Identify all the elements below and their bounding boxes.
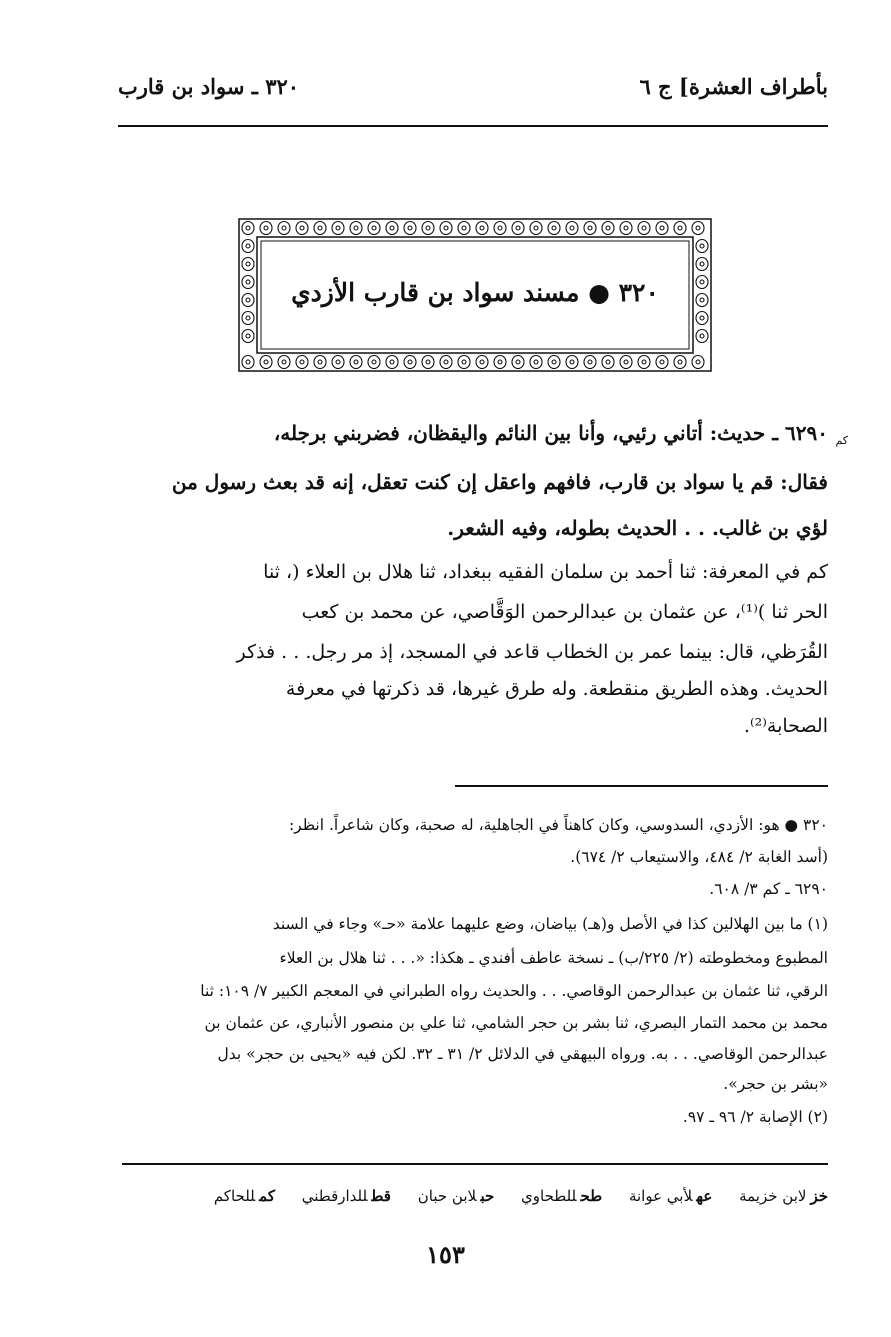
ornament-loop (566, 356, 578, 369)
ornament-dot (264, 226, 268, 230)
abbreviation-code: قط (371, 1187, 391, 1205)
ornament-dot (700, 244, 704, 248)
running-header (118, 72, 828, 112)
footnote-line-5: المطبوع ومخطوطته (٢/ ٢٢٥/ب) ـ نسخة عاطف أفندي ـ هكذا: «. . . ثنا هلال بن العلاء (279, 949, 828, 967)
ornament-dot (282, 360, 286, 364)
ornament-loop (494, 222, 506, 235)
ornament-dot (606, 226, 610, 230)
abbreviation-name: للحاكم (213, 1187, 256, 1205)
hadith-line-1: ٦٢٩٠ ـ حديث: أتاني رئيي، وأنا بين النائم واليقظان، فضربني برجله، (273, 421, 828, 445)
ornament-dot (570, 360, 574, 364)
abbreviation-code: طح (580, 1187, 603, 1205)
ornament-dot (246, 360, 250, 364)
ornament-loop (422, 222, 434, 235)
footnote-line-9: «بشر بن حجر». (723, 1075, 828, 1093)
ornament-loop (494, 356, 506, 369)
ornament-dot (660, 226, 664, 230)
ornament-loop (512, 222, 524, 235)
abbreviation-key (192, 1187, 828, 1205)
ornament-dot (642, 360, 646, 364)
ornament-loop (458, 356, 470, 369)
ornament-dot (700, 316, 704, 320)
ornament-dot (516, 226, 520, 230)
abbreviation-code: خز (810, 1187, 828, 1205)
hadith-line-3: لؤي بن غالب. . . الحديث بطوله، وفيه الشعر. (447, 516, 828, 540)
ornament-dot (700, 334, 704, 338)
footnote-line-10: (٢) الإصابة ٢/ ٩٦ ـ ٩٧. (682, 1108, 828, 1126)
ornament-loop (674, 222, 686, 235)
ornament-dot (444, 226, 448, 230)
section-title: ٣٢٠ ● مسند سواد بن قارب الأزدي (291, 278, 659, 307)
body-line-1: كم في المعرفة: ثنا أحمد بن سلمان الفقيه ببغداد، ثنا هلال بن العلاء (، ثنا (263, 561, 828, 583)
page-number: ١٥٣ (426, 1240, 465, 1269)
ornament-dot (246, 262, 250, 266)
ornament-dot (336, 360, 340, 364)
body-line-5: الصحابة⁽²⁾. (743, 715, 828, 737)
ornament-dot (318, 360, 322, 364)
abbreviation-item (629, 1187, 712, 1205)
ornament-loop (278, 222, 290, 235)
footnote-line-1: ٣٢٠ ● هو: الأزدي، السدوسي، وكان كاهناً في الجاهلية، له صحبة، وكان شاعراً. انظر: (288, 816, 828, 834)
ornament-dot (480, 360, 484, 364)
ornament-dot (696, 226, 700, 230)
footnote-line-2: (أسد الغابة ٢/ ٤٨٤، والاستيعاب ٢/ ٦٧٤). (570, 848, 828, 866)
ornament-loop (404, 356, 416, 369)
ornament-loop (696, 240, 708, 253)
ornament-loop (332, 222, 344, 235)
ornament-dot (534, 226, 538, 230)
ornament-dot (462, 226, 466, 230)
ornament-loop (530, 222, 542, 235)
ornament-dot (552, 226, 556, 230)
ornament-loop (620, 222, 632, 235)
ornament-dot (390, 226, 394, 230)
abbreviation-name: للدارقطني (301, 1187, 368, 1205)
ornament-loop (386, 222, 398, 235)
ornament-loop (512, 356, 524, 369)
hadith-superscript: كم (835, 434, 848, 447)
ornament-loop (278, 356, 290, 369)
ornament-dot (498, 226, 502, 230)
ornament-loop (314, 356, 326, 369)
ornament-loop (350, 222, 362, 235)
ornament-loop (368, 222, 380, 235)
footnote-line-4: (١) ما بين الهلالين كذا في الأصل و(هـ) بياضان، وضع عليهما علامة «حـ» وجاء في السند (272, 915, 828, 933)
abbreviation-item (418, 1187, 495, 1205)
ornament-dot (444, 360, 448, 364)
ornament-dot (264, 360, 268, 364)
header-rule (118, 125, 828, 127)
ornament-dot (372, 360, 376, 364)
ornament-loop (242, 240, 254, 253)
ornament-dot (498, 360, 502, 364)
ornament-loop (422, 356, 434, 369)
ornament-loop (296, 356, 308, 369)
footnote-line-8: عبدالرحمن الوقاصي. . . به. ورواه البيهقي في الدلائل ٢/ ٣١ ـ ٣٢. لكن فيه «يحيى بن حجر» بدل (217, 1045, 828, 1063)
ornament-loop (314, 222, 326, 235)
ornament-dot (336, 226, 340, 230)
ornament-loop (696, 312, 708, 325)
ornament-loop (242, 330, 254, 343)
ornament-loop (656, 222, 668, 235)
body-line-4: الحديث. وهذه الطريق منقطعة. وله طرق غيرها، قد ذكرتها في معرفة (285, 678, 828, 700)
abbreviation-name: لأبي عوانة (628, 1187, 693, 1205)
ornament-loop (260, 222, 272, 235)
ornament-loop (242, 356, 254, 369)
ornament-dot (354, 360, 358, 364)
ornament-loop (440, 356, 452, 369)
ornament-loop (476, 222, 488, 235)
ornament-dot (246, 244, 250, 248)
ornament-dot (660, 360, 664, 364)
ornament-dot (678, 226, 682, 230)
ornament-dot (624, 360, 628, 364)
ornament-dot (588, 360, 592, 364)
ornament-loop (458, 222, 470, 235)
abbreviation-item (739, 1187, 828, 1205)
ornament-loop (242, 222, 254, 235)
ornament-dot (426, 360, 430, 364)
abbreviation-item (214, 1187, 275, 1205)
ornament-loop (368, 356, 380, 369)
header-book-title: بأطراف العشرة] ج ٦ (639, 74, 828, 99)
abbreviation-code: كم (259, 1187, 275, 1205)
ornament-dot (408, 360, 412, 364)
ornament-loop (386, 356, 398, 369)
ornament-dot (642, 226, 646, 230)
ornament-loop (584, 222, 596, 235)
ornament-loop (242, 258, 254, 271)
footnote-rule (455, 785, 828, 787)
title-frame (238, 218, 712, 372)
ornament-loop (260, 356, 272, 369)
ornament-dot (354, 226, 358, 230)
footnote-line-7: محمد بن محمد التمار البصري، ثنا بشر بن حجر الشامي، ثنا علي بن منصور الأنباري، عن عثمان بن (204, 1014, 828, 1032)
ornament-loop (440, 222, 452, 235)
abbreviation-code: عه (696, 1187, 713, 1205)
ornament-dot (552, 360, 556, 364)
ornament-dot (696, 360, 700, 364)
abbreviation-code: حب (480, 1187, 495, 1205)
ornament-loop (620, 356, 632, 369)
ornament-loop (296, 222, 308, 235)
hadith-line-2: فقال: قم يا سواد بن قارب، فافهم واعقل إن كنت تعقل، إنه قد بعث رسول من (171, 470, 828, 494)
ornament-dot (624, 226, 628, 230)
ornament-dot (282, 226, 286, 230)
ornament-dot (588, 226, 592, 230)
abbreviation-item (521, 1187, 602, 1205)
ornament-dot (300, 360, 304, 364)
ornament-loop (350, 356, 362, 369)
abbreviation-name: لابن حبان (417, 1187, 477, 1205)
ornament-loop (476, 356, 488, 369)
ornament-dot (480, 226, 484, 230)
header-section-title: ٣٢٠ ـ سواد بن قارب (118, 74, 300, 99)
ornament-loop (548, 356, 560, 369)
ornament-loop (566, 222, 578, 235)
ornament-dot (390, 360, 394, 364)
footnote-line-6: الرقي، ثنا عثمان بن عبدالرحمن الوقاصي. . . والحديث رواه الطبراني في المعجم الكبير ٧/ ١٠٩: ثنا (200, 982, 828, 1000)
ornament-loop (656, 356, 668, 369)
ornament-dot (426, 226, 430, 230)
ornament-dot (606, 360, 610, 364)
abbreviation-rule (122, 1163, 828, 1165)
ornament-dot (246, 316, 250, 320)
ornament-loop (332, 356, 344, 369)
ornament-dot (570, 226, 574, 230)
ornament-loop (638, 356, 650, 369)
abbreviation-name: للطحاوي (521, 1187, 577, 1205)
abbreviation-item (302, 1187, 391, 1205)
body-line-3: القُرَظي، قال: بينما عمر بن الخطاب قاعد في المسجد، إذ مر رجل. . . فذكر (236, 641, 828, 663)
ornament-dot (462, 360, 466, 364)
ornament-dot (678, 360, 682, 364)
ornament-dot (408, 226, 412, 230)
ornament-loop (692, 356, 704, 369)
ornament-dot (318, 226, 322, 230)
ornament-loop (548, 222, 560, 235)
abbreviation-name: لابن خزيمة (739, 1187, 807, 1205)
ornament-loop (242, 312, 254, 325)
ornament-loop (404, 222, 416, 235)
ornament-loop (692, 222, 704, 235)
ornament-dot (246, 226, 250, 230)
ornament-loop (638, 222, 650, 235)
ornament-dot (372, 226, 376, 230)
ornament-dot (516, 360, 520, 364)
ornament-loop (674, 356, 686, 369)
ornament-loop (696, 330, 708, 343)
ornament-loop (602, 356, 614, 369)
ornament-loop (696, 258, 708, 271)
ornament-loop (530, 356, 542, 369)
footnote-line-3: ٦٢٩٠ ـ كم ٣/ ٦٠٨. (709, 880, 828, 898)
body-line-2: الحر ثنا )⁽¹⁾، عن عثمان بن عبدالرحمن الوَقَّاصي، عن محمد بن كعب (301, 601, 828, 623)
ornament-dot (534, 360, 538, 364)
ornament-dot (246, 334, 250, 338)
ornament-dot (300, 226, 304, 230)
ornament-dot (700, 262, 704, 266)
ornament-loop (584, 356, 596, 369)
ornament-loop (602, 222, 614, 235)
